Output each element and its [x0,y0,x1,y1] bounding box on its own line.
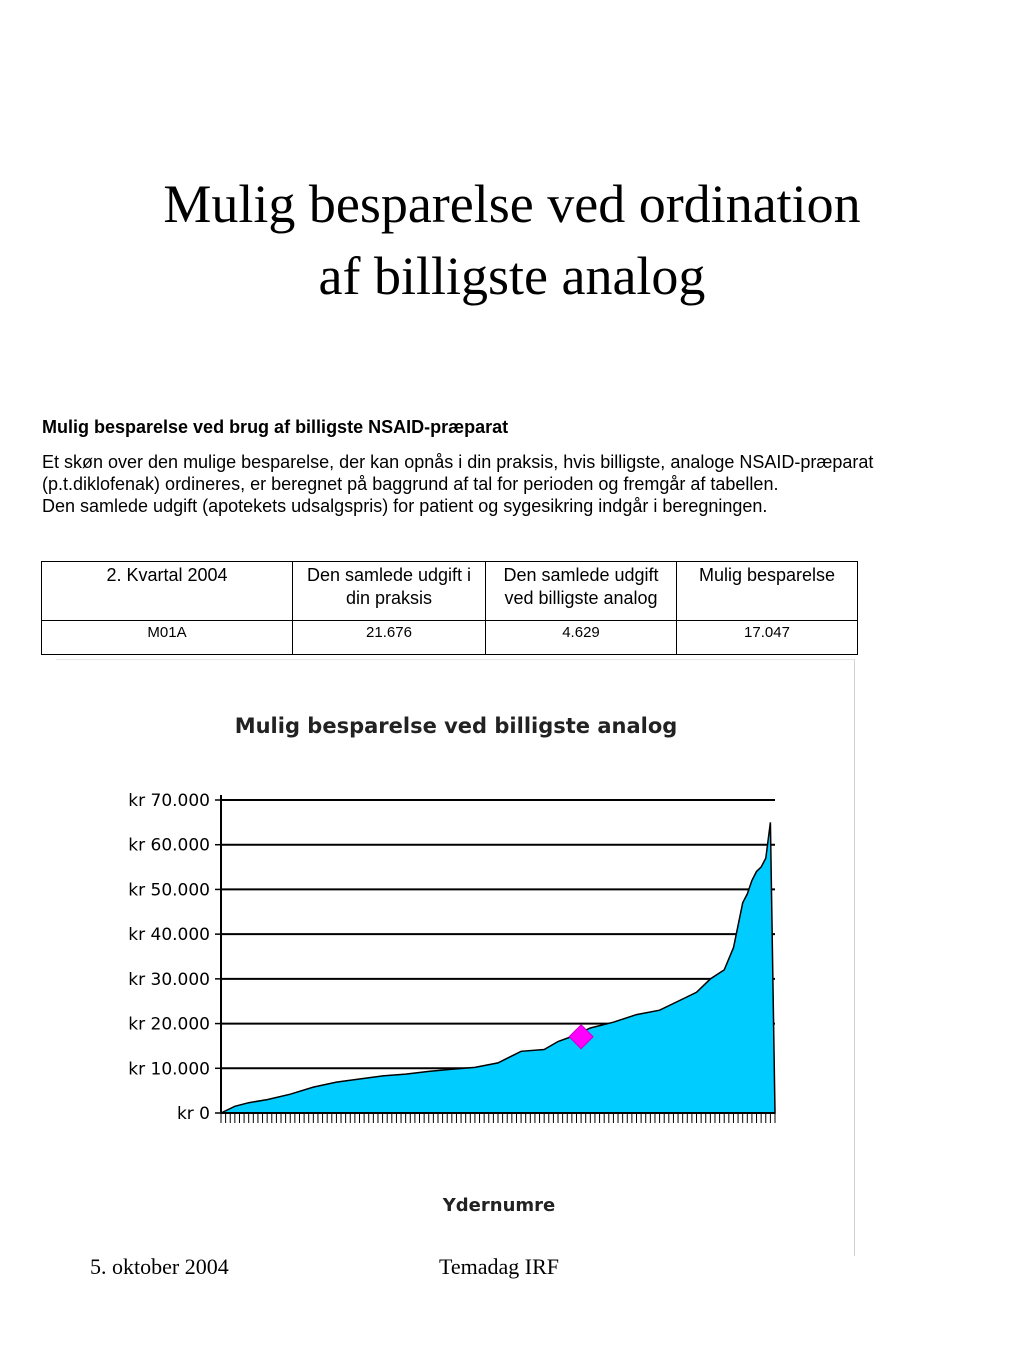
table-header-row [42,562,858,621]
footer-date: 5. oktober 2004 [90,1254,229,1279]
header-total-cheapest: Den samlede udgift ved billigste analog [486,562,677,621]
savings-area-chart [56,660,854,1256]
savings-table [41,561,858,655]
report-heading: Mulig besparelse ved brug af billigste NSAID-præparat [42,417,509,437]
report-line-2: (p.t.diklofenak) ordineres, er beregnet på baggrund af tal for perioden og fremgår af tabellen. [42,474,779,494]
slide-title-line1: Mulig besparelse ved ordination [163,174,861,234]
y-tick-label: kr 60.000 [128,835,210,856]
header-quarter: 2. Kvartal 2004 [42,562,293,621]
y-tick-label: kr 20.000 [128,1014,210,1035]
slide-title [0,168,1024,312]
cell-savings: 17.047 [677,621,858,655]
y-tick-label: kr 0 [176,1104,210,1124]
slide-title-line2: af billigste analog [318,246,706,306]
header-savings: Mulig besparelse [677,562,858,621]
footer-event: Temadag IRF [439,1254,560,1279]
cell-total-practice: 21.676 [293,621,486,655]
y-tick-label: kr 50.000 [128,880,210,901]
cell-total-cheapest: 4.629 [486,621,677,655]
header-total-practice: Den samlede udgift i din praksis [293,562,486,621]
y-tick-label: kr 70.000 [128,791,210,811]
y-tick-label: kr 10.000 [128,1059,210,1080]
table-row [42,621,858,655]
report-line-3: Den samlede udgift (apotekets udsalgspris) for patient og sygesikring indgår i beregningen. [42,496,768,516]
savings-area [221,822,775,1113]
report-description [42,451,1002,517]
cell-atc-code: M01A [42,621,293,655]
y-tick-label: kr 40.000 [128,925,210,946]
report-line-1: Et skøn over den mulige besparelse, der kan opnås i din praksis, hvis billigste, analoge NSAID-præparat [42,452,874,472]
x-axis-label: Ydernumre [442,1195,556,1216]
chart-title: Mulig besparelse ved billigste analog [234,714,678,738]
y-tick-label: kr 30.000 [128,969,210,990]
chart-frame [56,659,855,1256]
